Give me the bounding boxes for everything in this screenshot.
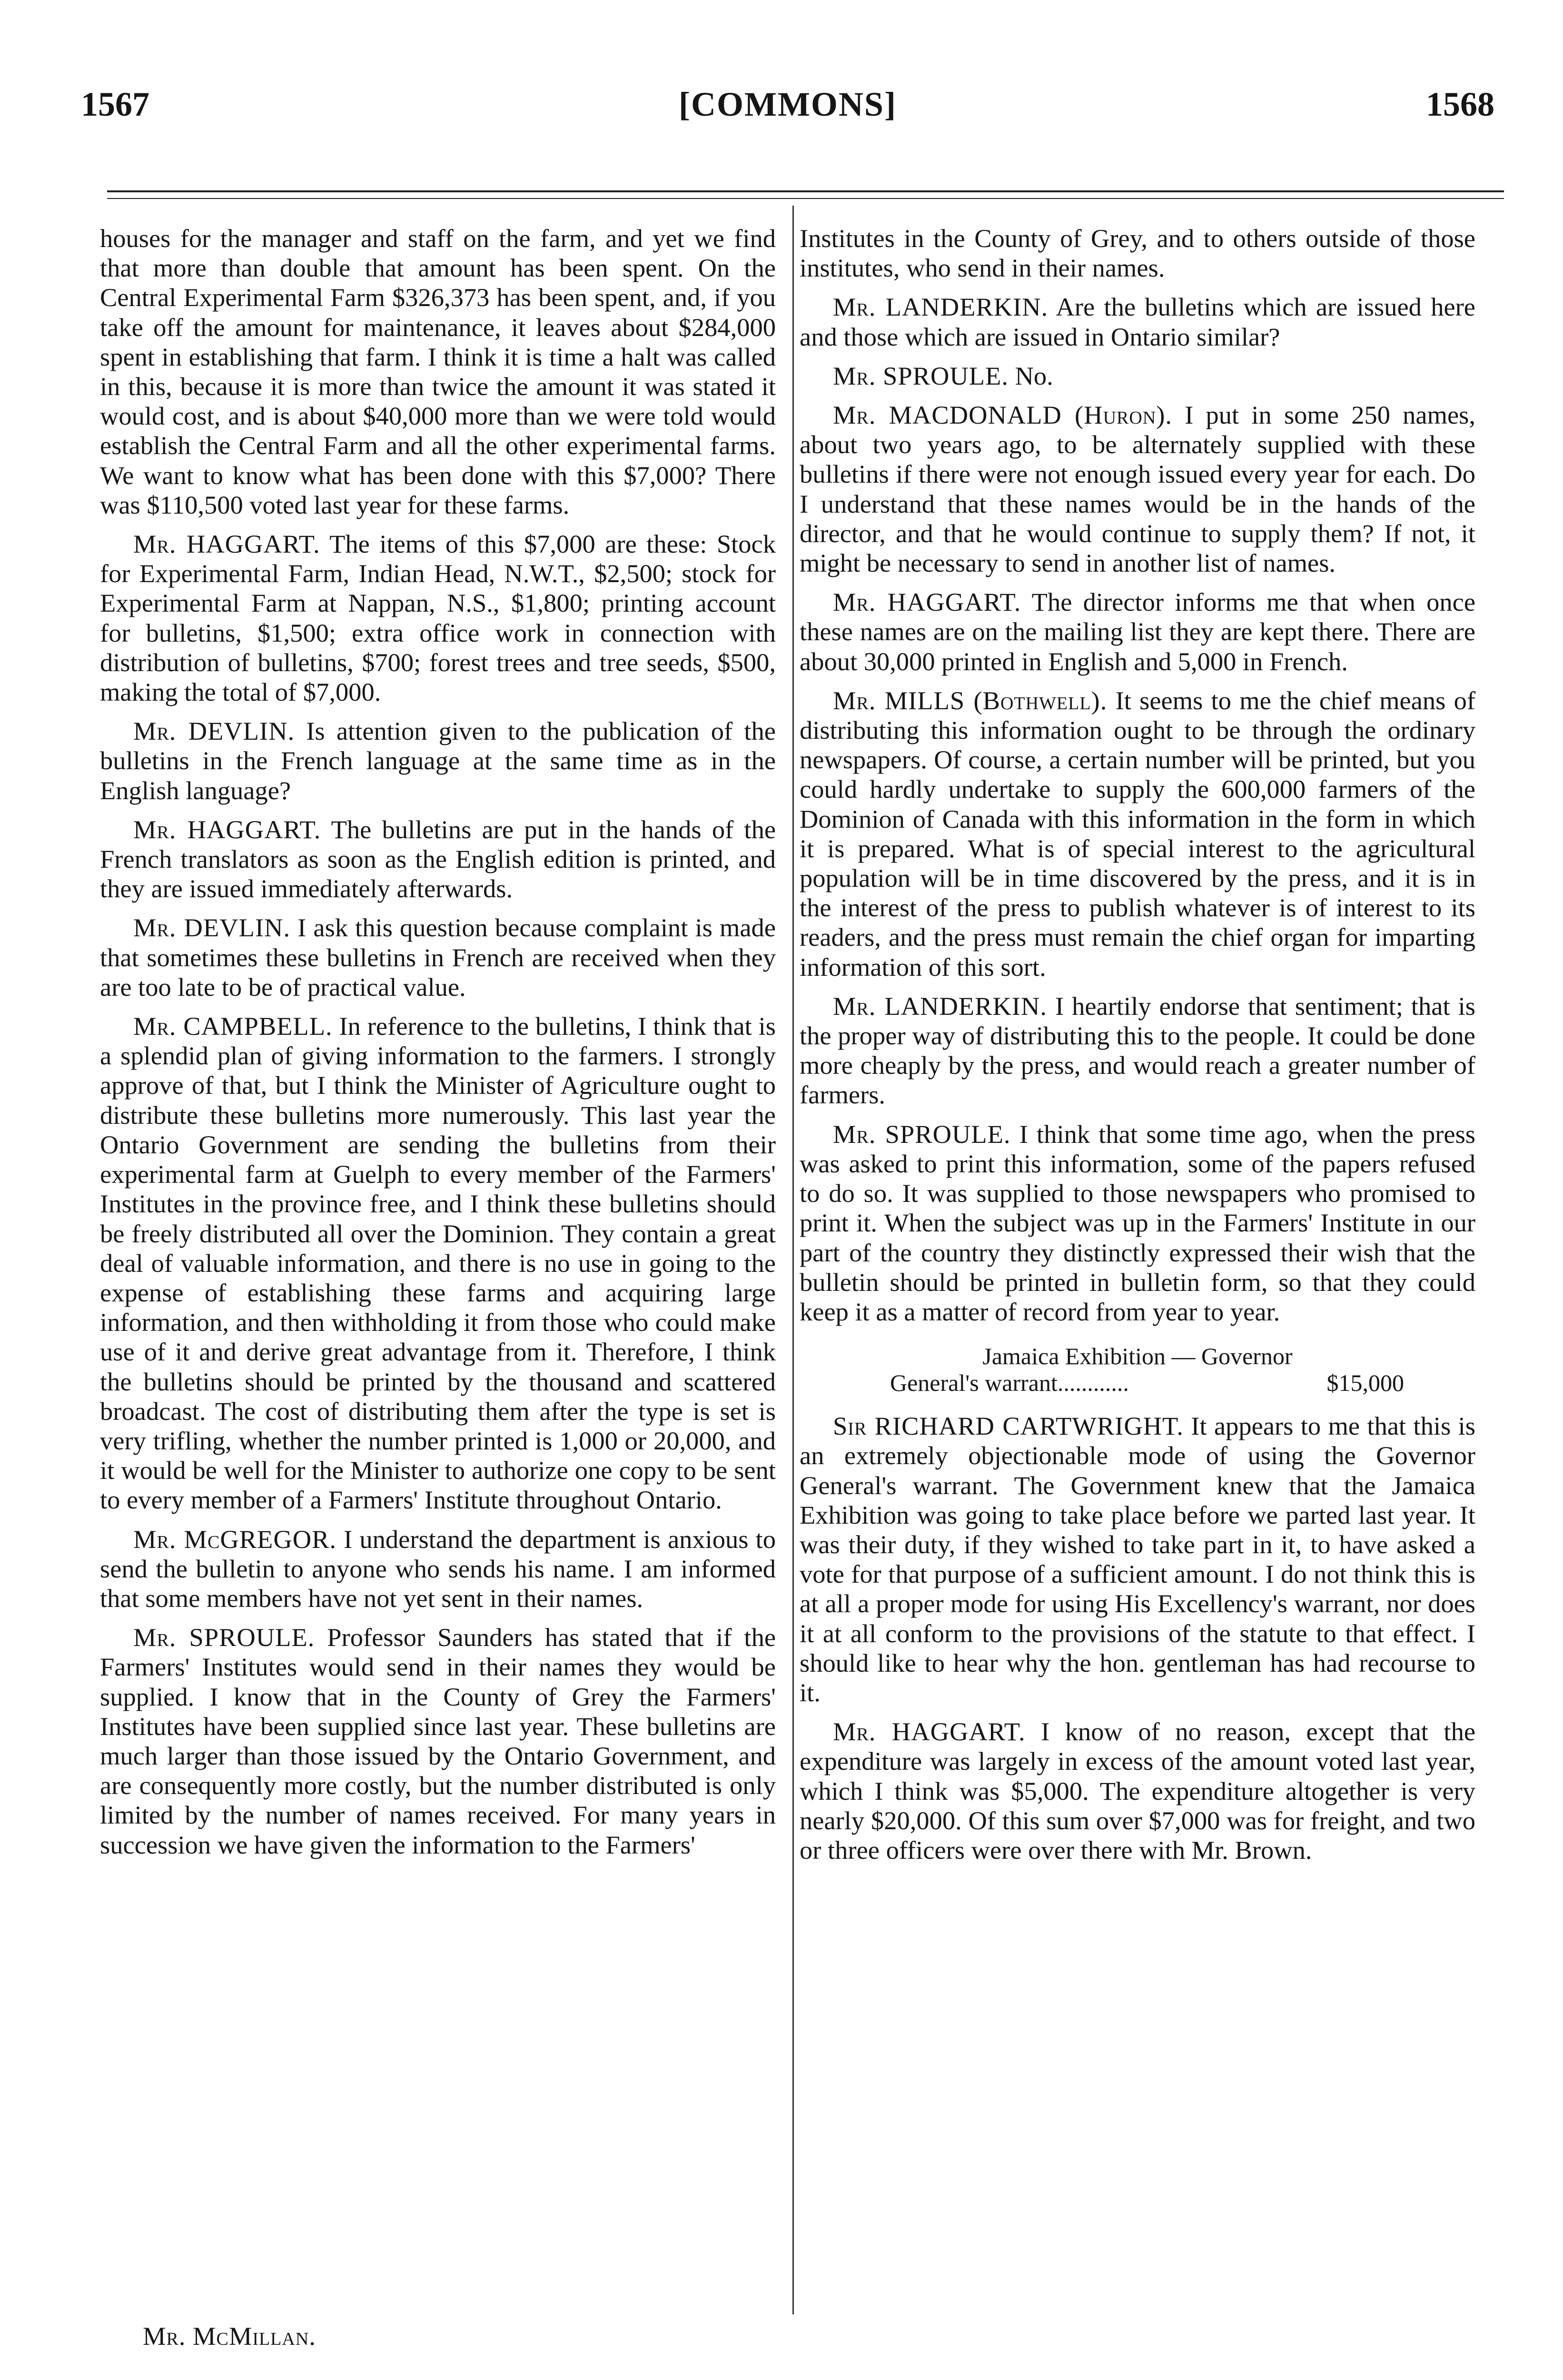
speech-paragraph xyxy=(800,400,1475,578)
paragraph-text: Institutes in the County of Grey, and to others outside of those institutes, who send in their names. xyxy=(800,224,1475,283)
speech-text: Is attention given to the publication of the bulletins in the French language at the same time as in the English language? xyxy=(100,716,776,805)
speaker-name: Mr. SPROULE. xyxy=(133,1623,315,1652)
speech-text: Professor Saunders has stated that if the Farmers' Institutes would send in their names they would be supplied. I know that in the County of Grey the Farmers' Institutes have been supplied since last year. These bulletins are much larger than those issued by the Ontario Government, and are consequently more costly, but the number distributed is only limited by the number of names received. For many years in succession we have given the information to the Farmers' xyxy=(100,1623,776,1859)
speech-paragraph xyxy=(800,686,1475,982)
speech-paragraph xyxy=(100,815,776,904)
speaker-name: Sir RICHARD CARTWRIGHT. xyxy=(833,1411,1184,1441)
speech-text: The items of this $7,000 are these: Stock for Experimental Farm, Indian Head, N.W.T., $2,500; stock for Experimental Farm at Nappan, N.S., $1,800; printing account for bulletins, $1,500; extra office work in connection with distribution of bulletins, $700; forest trees and tree seeds, $500, making the total of $7,000. xyxy=(100,529,776,707)
speech-paragraph xyxy=(100,1012,776,1515)
speaker-name: Mr. SPROULE. xyxy=(833,1119,1011,1149)
speech-paragraph xyxy=(800,1717,1475,1865)
speech-paragraph xyxy=(100,913,776,1002)
speech-text: I ask this question because complaint is made that sometimes these bulletins in French are received when they are too late to be of practical value. xyxy=(100,913,776,1002)
speech-text: No. xyxy=(1015,361,1053,390)
speaker-name: Mr. LANDERKIN. xyxy=(833,991,1047,1021)
page-number-left: 1567 xyxy=(81,85,149,123)
speech-text: I think that some time ago, when the press was asked to print this information, some of the papers refused to do so. It was supplied to those newspapers who promised to print it. When the subject was up in the Farmers' Institute in our part of the country they distinctly expressed their wish that the bulletin should be printed in bulletin form, so that they could keep it as a matter of record from year to year. xyxy=(800,1119,1476,1326)
speech-paragraph xyxy=(100,716,776,805)
running-title: [COMMONS] xyxy=(679,85,897,123)
right-column xyxy=(800,224,1475,1874)
speech-text: I know of no reason, except that the expenditure was largely in excess of the amount voted last year, which I think was $5,000. The expenditure altogether is very nearly $20,000. Of this sum over $7,000 was for freight, and two or three officers were over there with Mr. Brown. xyxy=(800,1717,1476,1864)
item-amount: $15,000 xyxy=(1326,1369,1404,1397)
speech-paragraph xyxy=(100,1623,776,1860)
speech-text: It seems to me the chief means of distributing this information ought to be through the ordinary newspapers. Of course, a certain number will be printed, but you could hardly undertake to supply the 600,000 farmers of the Dominion of Canada with this information in the form in which it is prepared. What is of special interest to the agricultural population will be in time discovered by the press, and it is in the interest of the press to publish whatever is of interest to its readers, and the press must remain the chief organ for imparting information of this sort. xyxy=(800,685,1475,982)
running-head xyxy=(71,85,1504,132)
speech-paragraph xyxy=(100,1525,776,1614)
speaker-name: Mr. HAGGART. xyxy=(833,1717,1026,1746)
speaker-name: Mr. CAMPBELL. xyxy=(133,1012,333,1041)
speaker-name: Mr. DEVLIN. xyxy=(133,716,295,746)
paragraph-continuation xyxy=(800,224,1475,283)
speaker-name: Mr. HAGGART. xyxy=(833,587,1021,617)
speaker-name: Mr. MACDONALD (Huron). xyxy=(833,400,1173,430)
speech-paragraph xyxy=(800,992,1475,1110)
estimate-item-heading xyxy=(800,1343,1475,1396)
speech-text: I understand the department is anxious to send the bulletin to anyone who sends his name. I am informed that some members have not yet sent in their names. xyxy=(100,1524,776,1613)
speech-paragraph xyxy=(800,292,1475,351)
item-title: Jamaica Exhibition — Governor xyxy=(982,1343,1293,1370)
item-subtitle: General's warrant............ $15,000 xyxy=(800,1369,1475,1396)
speech-paragraph xyxy=(800,587,1475,676)
speaker-name: Mr. LANDERKIN. xyxy=(833,292,1049,322)
speech-text: Are the bulletins which are issued here and those which are issued in Ontario similar? xyxy=(800,292,1475,351)
speaker-name: Mr. HAGGART. xyxy=(133,529,320,559)
speech-paragraph xyxy=(800,1411,1475,1707)
paragraph-continuation xyxy=(100,224,776,520)
speech-text: In reference to the bulletins, I think that is a splendid plan of giving information to the farmers. I strongly approve of that, but I think the Minister of Agriculture ought to distribute these bulletins more numerously. This last year the Ontario Government are sending the bulletins from their experimental farm at Guelph to every member of the Farmers' Institutes in the province free, and I think these bulletins should be freely distributed all over the Dominion. They contain a great deal of valuable information, and there is no use in going to the expense of establishing these farms and acquiring large information, and then withholding it from those who could make use of it and derive great advantage from it. Therefore, I think the bulletins should be printed by the thousand and scattered broadcast. The cost of distributing them after the type is set is very trifling, whether the number printed is 1,000 or 20,000, and it would be well for the Minister to authorize one copy to be sent to every member of a Farmers' Institute throughout Ontario. xyxy=(100,1012,776,1515)
speaker-name: Mr. MILLS (Bothwell). xyxy=(833,685,1108,715)
speech-text: It appears to me that this is an extremely objectionable mode of using the Governor General's warrant. The Government knew that the Jamaica Exhibition was going to take place before we parted last year. It was their duty, if they wished to take part in it, to have asked a vote for that purpose of a sufficient amount. I do not think this is at all a proper mode for using His Excellency's warrant, nor does it at all conform to the provisions of the statute to that effect. I should like to hear why the hon. gentleman has had recourse to it. xyxy=(800,1411,1475,1707)
column-divider xyxy=(792,206,794,2314)
speech-paragraph xyxy=(800,361,1475,391)
speech-text: I heartily endorse that sentiment; that is the proper way of distributing this to the people. It could be done more cheaply by the press, and would reach a greater number of farmers. xyxy=(800,991,1475,1110)
speech-paragraph xyxy=(100,529,776,707)
left-column xyxy=(100,224,776,1869)
speech-text: The bulletins are put in the hands of the French translators as soon as the English edition is printed, and they are issued immediately afterwards. xyxy=(100,814,776,903)
paragraph-text: houses for the manager and staff on the farm, and yet we find that more than double that amount has been spent. On the Central Experimental Farm $326,373 has been spent, and, if you take off the amount for maintenance, it leaves about $284,000 spent in establishing that farm. I think it is time a halt was called in this, because it is more than twice the amount it was stated it would cost, and is about $40,000 more than we were told would establish the Central Farm and all the other experimental farms. We want to know what has been done with this $7,000? There was $110,500 voted last year for these farms. xyxy=(100,224,776,519)
catchword: Mr. McMillan. xyxy=(143,2321,316,2350)
speech-text: I put in some 250 names, about two years ago, to be alternately supplied with these bulletins if there were not enough issued every year for each. Do I understand that these names would be in the hands of the director, and that he would continue to supply them? If not, it might be necessary to send in another list of names. xyxy=(800,400,1475,578)
page-number-right: 1568 xyxy=(1426,85,1494,123)
speech-paragraph xyxy=(800,1120,1475,1327)
speaker-name: Mr. HAGGART. xyxy=(133,814,321,844)
speaker-name: Mr. McGREGOR. xyxy=(133,1524,337,1554)
header-rule-thin xyxy=(107,198,1504,199)
speech-text: The director informs me that when once these names are on the mailing list they are kept there. There are about 30,000 printed in English and 5,000 in French. xyxy=(800,587,1476,676)
header-rule-thick xyxy=(107,190,1504,192)
speaker-name: Mr. SPROULE. xyxy=(833,361,1009,390)
speaker-name: Mr. DEVLIN. xyxy=(133,913,290,942)
